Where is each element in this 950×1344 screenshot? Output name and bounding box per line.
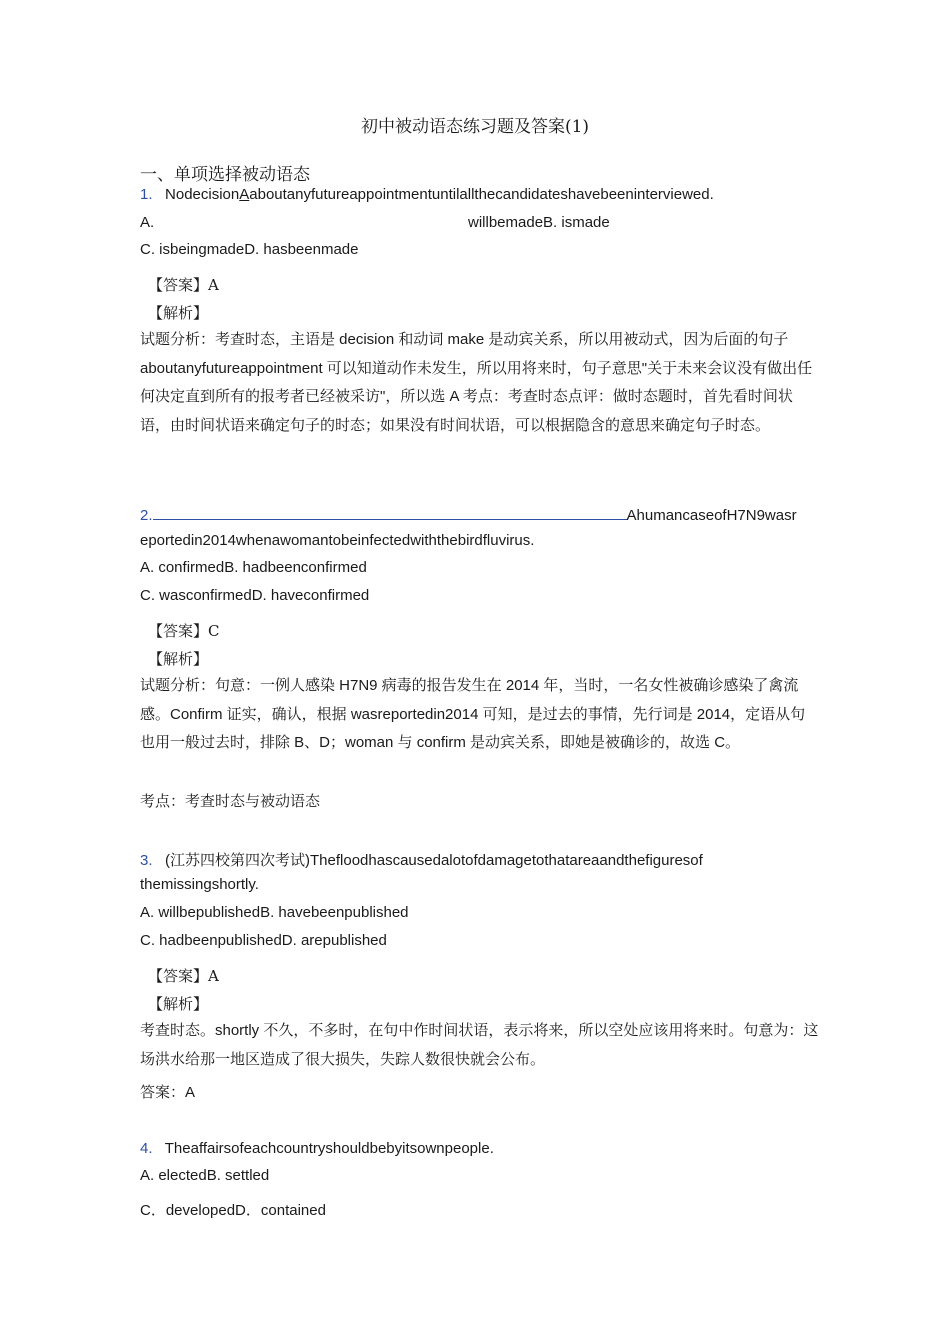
page-title: 初中被动语态练习题及答案(1) <box>360 117 590 137</box>
section-heading: 一、单项选择被动语态 <box>140 165 310 185</box>
analysis-heading: 【解析】 <box>148 650 209 668</box>
question-number: 3. <box>140 852 153 869</box>
question-3-stem <box>140 849 703 870</box>
options-cd: C. isbeingmadeD. hasbeenmade <box>140 241 359 258</box>
stem-text: Nodecision <box>165 186 240 203</box>
question-number: 1. <box>140 186 153 203</box>
explanation: 试题分析：考查时态，主语是 decision 和动词 make 是动宾关系，所以用被动式，因为后面的句子 aboutanyfutureappointment 可以知道动作未发生，所以用将来时，句子意思"关于未来会议没有做出任何决定直到所有的报考者已经被采访"，所以选 A 考点：考查时态点评：做时态题时，首先看时间状语，由时间状语来确定句子的时态；如果没有时间状语，可以根据隐含的意思来确定句子时态。 <box>140 331 813 434</box>
question-4-stem <box>140 1140 494 1157</box>
options-cd: C. wasconfirmedD. haveconfirmed <box>140 587 370 604</box>
final-answer: 答案：A <box>140 1084 196 1101</box>
options-cd: C. hadbeenpublishedD. arepublished <box>140 932 387 949</box>
blank-line <box>153 504 627 520</box>
question-2-stem <box>140 504 797 524</box>
options-ab: A. willbepublishedB. havebeenpublished <box>140 904 409 921</box>
question-1-stem <box>140 186 714 203</box>
answer-line: 【答案】C <box>148 622 220 640</box>
stem-continuation: eportedin2014whenawomantobeinfectedwiththebirdfluvirus. <box>140 532 535 549</box>
answer-line: 【答案】A <box>148 276 219 294</box>
options-cd: C．developedD．contained <box>140 1202 326 1219</box>
option-a-label: A. <box>140 214 155 231</box>
options-ab: A. confirmedB. hadbeenconfirmed <box>140 559 367 576</box>
analysis-heading: 【解析】 <box>148 995 209 1013</box>
stem-text: aboutanyfutureappointmentuntilallthecandidateshavebeeninterviewed. <box>249 186 714 203</box>
options-ab: A. electedB. settled <box>140 1167 270 1184</box>
stem-text: AhumancaseofH7N9wasr <box>626 507 797 524</box>
blank-answer: A <box>239 186 250 203</box>
stem-text: (江苏四校第四次考试)Thefloodhascausedalotofdamagetothatareaandthefiguresof <box>165 852 703 869</box>
explanation: 考查时态。shortly 不久，不多时，在句中作时间状语，表示将来，所以空处应该用将来时。句意为：这场洪水给那一地区造成了很大损失，失踪人数很快就会公布。 <box>140 1022 819 1068</box>
stem-continuation: themissingshortly. <box>140 876 259 893</box>
answer-line: 【答案】A <box>148 967 219 985</box>
analysis-heading: 【解析】 <box>148 304 209 322</box>
explanation: 试题分析：句意：一例人感染 H7N9 病毒的报告发生在 2014 年，当时，一名女性被确诊感染了禽流感。Confirm 证实，确认，根据 wasreportedin2014 可知，是过去的事情，先行词是 2014，定语从句也用一般过去时，排除 B、D；woman 与 confirm 是动宾关系，即她是被确诊的，故选 C。 <box>140 677 806 751</box>
question-number: 2. <box>140 507 153 524</box>
question-number: 4. <box>140 1140 153 1157</box>
options-ab: willbemadeB. ismade <box>468 214 610 231</box>
test-point: 考点：考查时态与被动语态 <box>140 793 321 810</box>
stem-text: Theaffairsofeachcountryshouldbebyitsownpeople. <box>164 1140 494 1157</box>
